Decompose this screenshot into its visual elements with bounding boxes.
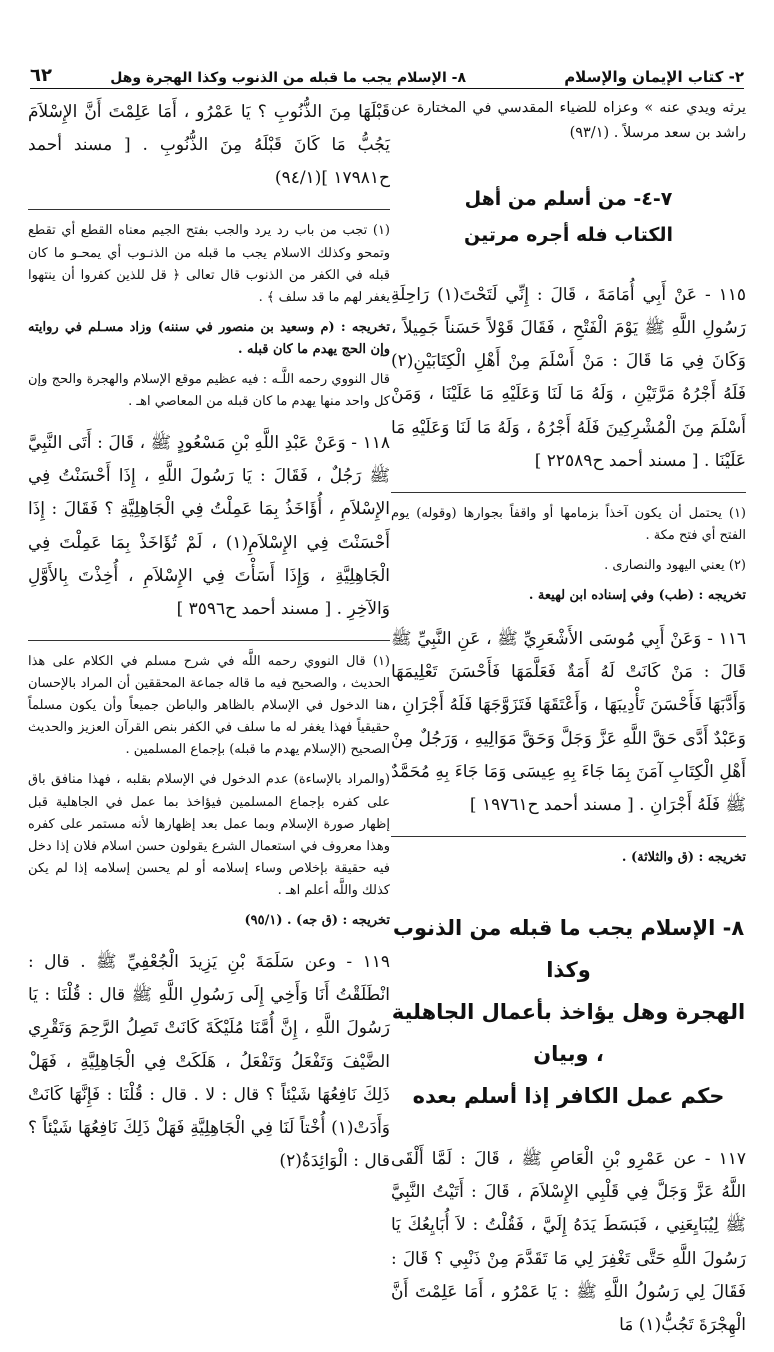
hadith-118: ١١٨ - وَعَنْ عَبْدِ اللَّهِ بْنِ مَسْعُودٍ ﷺ ، قَالَ : أَتَى النَّبِيَّ ﷺ رَجُلٌ ، فَقَالَ : يَا رَسُولَ اللَّهِ ، إِذَا أَحْسَنْتُ فِي الإِسْلاَمِ ، أُؤَاخَذُ بِمَا عَمِلْتُ فِي الْجَاهِلِيَّةِ ؟ فَقَالَ : إِذَا أَحْسَنْتَ فِي الإِسْلاَمِ(١) ، لَمْ تُؤَاخَذْ بِمَا عَمِلْتَ فِي الْجَاهِلِيَّةِ ، وَإِذَا أَسَأْتَ فِي الإِسْلاَمِ ، أُخِذْتَ بِالأَوَّلِ وَالآخِرِ . [ مسند أحمد ح٣٥٩٦ ] (28, 433, 390, 619)
takhrij: تخريجه : (ق جه) . (٩٥/١) (244, 913, 390, 929)
footnote-separator (28, 640, 390, 641)
footnote: (١) قال النووي رحمه اللَّه في شرح مسلم في الكلام على هذا الحديث ، والصحيح فيه ما قاله جماعة المحققين أن المراد بالإحسان هنا الدخول في الإسلام بالظاهر والباطن جميعاً وأن يكون مسلماً حقيقياً فهذا يغفر له ما سلف في الكفر بنص القرآن العزيز والحديث الصحيح (الإسلام يهدم ما قبله) بإجماع المسلمين . (28, 654, 390, 758)
section8-title-line: الهجرة وهل يؤاخذ بأعمال الجاهلية ، وبيان (391, 1000, 746, 1067)
footnote: (١) يحتمل أن يكون آخذاً بزمامها أو واقفاً بجوارها (وقوله) يوم الفتح أي فتح مكة . (391, 505, 746, 543)
section8-title-line: ٨- الإسلام يجب ما قبله من الذنوب وكذا (392, 916, 745, 983)
section7-title-line: ٧-٤- من أسلم من أهل (464, 187, 673, 210)
nawawi-note: قال النووي رحمه اللَّـه : فيه عظيم موقع الإسلام والهجرة والحج وإن كل واحد منها يهدم ما كان قبله من المعاصي اهـ . (28, 371, 390, 410)
page-number: ٦٢ (30, 65, 52, 86)
right-column (391, 96, 746, 1352)
chapter-title: ٢- كتاب الإيمان والإسلام (564, 68, 744, 86)
left-column (28, 96, 390, 1188)
running-header (30, 60, 744, 86)
section-title: ٨- الإسلام يجب ما قبله من الذنوب وكذا الهجرة وهل (110, 70, 466, 86)
footnote-separator (391, 492, 746, 493)
section7-title (391, 181, 746, 253)
hadith-117: ١١٧ - عن عَمْرِو بْنِ الْعَاصِ ﷺ ، قَالَ : لَمَّا أَلْقَى اللَّهُ عَزَّ وَجَلَّ فِي قَلْبِي الإِسْلاَمَ ، قَالَ : أَتَيْتُ النَّبِيَّ ﷺ لِيُبَايِعَنِي ، فَبَسَطَ يَدَهُ إِلَيَّ ، فَقُلْتُ : لاَ أُبَايِعُكَ يَا رَسُولَ اللَّهِ حَتَّى تَغْفِرَ لِي مَا تَقَدَّمَ مِنْ ذَنْبِي ؟ قَالَ : فَقَالَ لِي رَسُولُ اللَّهِ ﷺ : يَا عَمْرُو ، أَمَا عَلِمْتَ أَنَّ الْهِجْرَةَ تَجُبُّ(١) مَا (391, 1149, 746, 1335)
footnote-separator (391, 836, 746, 837)
section7-title-line: الكتاب فله أجره مرتين (463, 223, 674, 246)
footnote-separator (28, 209, 390, 210)
takhrij: تخريجه : (م وسعيد بن منصور في سننه) وزاد مسـلم في روايته وإن الحج يهدم ما كان قبله . (28, 319, 390, 357)
hadith-117-continued: قَبْلَهَا مِنَ الذُّنُوبِ ؟ يَا عَمْرُو ، أَمَا عَلِمْتَ أَنَّ الإِسْلاَمَ يَجُبُّ مَا كَانَ قَبْلَهُ مِنَ الذُّنُوبِ . [ مسند أحمد ح١٧٩٨١ ](٩٤/١) (28, 102, 390, 189)
hadith-119: ١١٩ - وعن سَلَمَةَ بْنِ يَزِيدَ الْجُعْفِيِّ ﷺ . قال : انْطَلَقْتُ أَنَا وَأَخِي إِلَى رَسُولِ اللَّهِ ﷺ قال : قُلْنَا : يَا رَسُولَ اللَّهِ ، إِنَّ أُمَّنَا مُلَيْكَةَ كَانَتْ تَصِلُ الرَّحِمَ وَتَقْرِي الضَّيْفَ وَتَفْعَلُ وَتَفْعَلُ ، هَلَكَتْ فِي الْجَاهِلِيَّةِ ، فَهَلْ ذَلِكَ نَافِعُهَا شَيْئاً ؟ قال : لا . قال : قُلْنَا : فَإِنَّهَا كَانَتْ وَأَدَتْ(١) أُخْتاً لَنَا فِي الْجَاهِلِيَّةِ فَهَلْ ذَلِكَ نَافِعُهَا شَيْئاً ؟ قال : الْوَائِدَةُ(٢) (28, 952, 390, 1171)
section8-title (391, 907, 746, 1117)
takhrij: تخريجه : (ق والثلاثة) . (621, 850, 746, 865)
hadith-116: ١١٦ - وَعَنْ أَبِي مُوسَى الأَشْعَرِيِّ ﷺ ، عَنِ النَّبِيِّ ﷺ قَالَ : مَنْ كَانَتْ لَهُ أَمَةٌ فَعَلَّمَهَا فَأَحْسَنَ تَعْلِيمَهَا وَأَدَّبَهَا فَأَحْسَنَ تَأْدِيبَهَا ، وَأَعْتَقَهَا فَتَزَوَّجَهَا فَلَهُ أَجْرَانِ ، وَعَبْدٌ أَدَّى حَقَّ اللَّهِ عَزَّ وَجَلَّ وَحَقَّ مَوَالِيهِ ، وَرَجُلٌ مِنْ أَهْلِ الْكِتَابِ آمَنَ بِمَا جَاءَ بِهِ عِيسَى وَمَا جَاءَ بِهِ مُحَمَّدٌ ﷺ فَلَهُ أَجْرَانِ . [ مسند أحمد ح١٩٧٦١ ] (391, 629, 746, 815)
intro-text: يرثه ويدي عنه » وعزاه للضياء المقدسي في المختارة عن راشد بن سعد مرسلاً . (٩٣/١) (391, 100, 746, 142)
section8-title-line: حكم عمل الكافر إذا أسلم بعده (412, 1084, 725, 1109)
header-rule (30, 88, 744, 89)
footnote: (٢) يعني اليهود والنصارى . (604, 557, 746, 573)
hadith-115: ١١٥ - عَنْ أَبِي أُمَامَةَ ، قَالَ : إِنِّي لَتَحْتَ(١) رَاحِلَةِ رَسُولِ اللَّهِ ﷺ يَوْمَ الْفَتْحِ ، فَقَالَ قَوْلاً حَسَناً جَمِيلاً ، وَكَانَ فِي مَا قَالَ : مَنْ أَسْلَمَ مِنْ أَهْلِ الْكِتَابَيْنِ(٢) فَلَهُ أَجْرُهُ مَرَّتَيْنِ ، وَلَهُ مَا لَنَا وَعَلَيْهِ مَا عَلَيْنَا ، وَمَنْ أَسْلَمَ مِنَ الْمُشْرِكِينَ فَلَهُ أَجْرُهُ ، وَلَهُ مَا لَنَا وَعَلَيْهِ مَا عَلَيْنَا . [ مسند أحمد ح٢٢٥٨٩ ] (391, 284, 746, 471)
footnote: (١) تجب من باب رد يرد والجب بفتح الجيم معناه القطع أي تقطع وتمحو وكذلك الاسلام يجب ما قبله من الذنـوب أي يمحـو ما كان قبله في الكفر من الذنوب قال تعالى ﴿ قل للذين كفروا أن ينتهوا يغفر لهم ما قد سلف ﴾ . (28, 223, 390, 305)
takhrij: تخريجه : (طب) وفي إسناده ابن لهيعة . (528, 588, 746, 604)
footnote: (والمراد بالإساءة) عدم الدخول في الإسلام بقلبه ، فهذا منافق باق على كفره بإجماع المسلمين فيؤاخذ بما عمل في الجاهلية قبل إظهار صورة الإسلام وبما عمل بعد إظهارها لأنه مستمر على كفره وهذا معروف في استعمال الشرع يقولون حسن اسلام فلان إذا دخل فيه حقيقة بإخلاص وساء إسلامه أو لم يحسن إسلامه إذا لم يكن كذلك واللَّه أعلم اهـ . (28, 772, 390, 898)
